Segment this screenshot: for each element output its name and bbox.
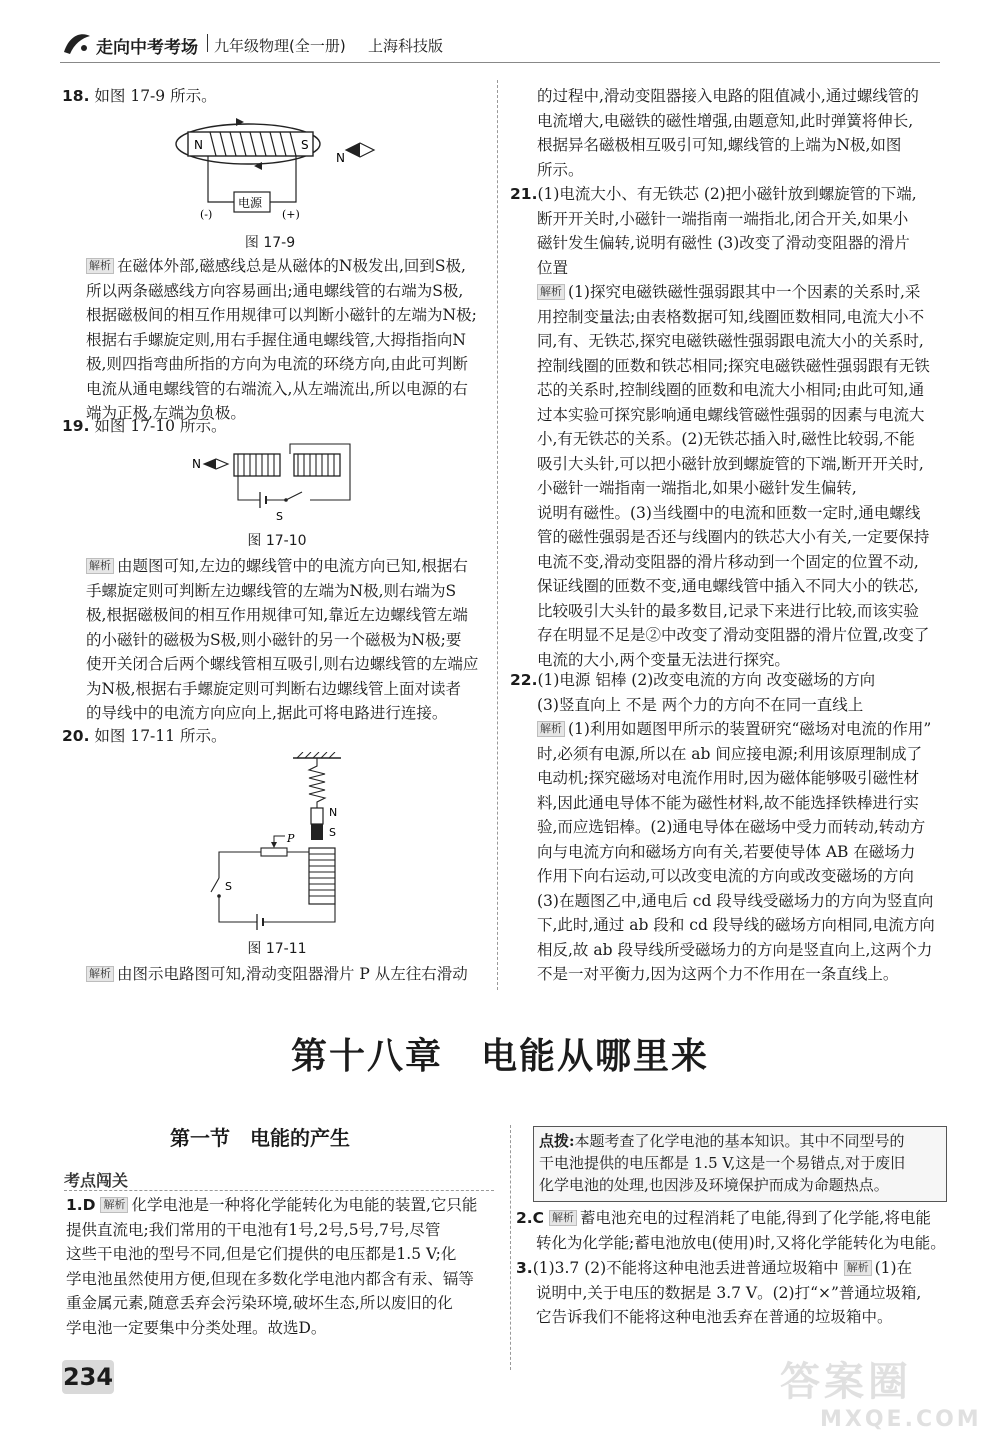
q21-line: 说明有磁性。(3)当线圈中的电流和匝数一定时,通电螺线 [537,503,921,522]
q22-line: 时,必须有电源,所以在 ab 间应接电源;利用该原理制成了 [537,744,923,763]
q1-line: 这些干电池的型号不同,但是它们提供的电压都是1.5 V;化 [66,1245,457,1263]
header-rule [60,62,940,63]
q18-line: 在磁体外部,磁感线总是从磁体的N极发出,回到S极, [117,257,466,275]
analysis-tag: 解析 [537,721,565,737]
q22-answer-line: (3)竖直向上 不是 两个力的方向不在同一直线上 [537,695,864,714]
q19-heading [62,414,226,439]
fig-17-11-caption: 图 17-11 [247,941,307,957]
q21-line: 小磁针一端指南一端指北,如果小磁针发生偏转, [537,479,857,497]
q21-line: 存在明显不足是②中改变了滑动变阻器的滑片位置,改变了 [537,626,930,644]
q21-answer-line: 位置 [537,258,569,277]
fig9-neg-label: (-) [200,208,213,221]
q1-line: 学电池虽然使用方便,但现在多数化学电池内都含有汞、镉等 [66,1269,474,1288]
q2-line: 蓄电池充电的过程消耗了电能,得到了化学能,将电能 [580,1209,931,1227]
q18-line: 根据磁极间的相互作用规律可以判断小磁针的左端为N极; [86,306,477,324]
q20-analysis-continued [537,84,937,182]
q19-line: 为N极,根据右手螺旋定则可判断右边螺线管上面对读者 [86,679,461,698]
tip-line: 本题考查了化学电池的基本知识。其中不同型号的 [574,1132,905,1150]
q1-number: 1.D [66,1196,96,1214]
q20-cont-line: 所示。 [537,160,584,179]
q22-line: (3)在题图乙中,通电后 cd 段导线受磁场力的方向为竖直向 [537,891,934,910]
q21-line: 保证线圈的匝数不变,通电螺线管中插入不同大小的铁芯, [537,577,919,595]
fig9-s-label: S [301,138,309,152]
q21-line: (1)探究电磁铁磁性强弱跟其中一个因素的关系时,采 [568,283,921,301]
fig9-source-label: 电源 [238,196,263,210]
fig11-switch-label: S [225,880,232,893]
q21-line: 控制线圈的匝数和铁芯相同;探究电磁铁磁性强弱跟有无铁 [537,356,930,375]
q22-line: 不是一对平衡力,因为这两个力不作用在一条直线上。 [537,965,899,983]
q19-line: 极,根据磁极间的相互作用规律可知,靠近左边螺线管左端 [86,606,468,624]
q19-analysis [86,554,486,726]
tip-line: 化学电池的处理,也因涉及环境保护而成为命题热点。 [539,1176,889,1194]
q22-analysis [537,717,940,987]
q21-line: 过本实验可探究影响通电螺线管磁性强弱的因素与电流大 [537,405,925,424]
q20-cont-line: 的过程中,滑动变阻器接入电路的阻值减小,通过螺线管的 [537,87,919,105]
q21-answer [510,182,940,280]
q18-analysis [86,254,486,426]
q19-line: 由题图可知,左边的螺线管中的电流方向已知,根据右 [117,557,468,575]
q2-number: 2.C [516,1209,545,1227]
q21-line: 吸引大头针,可以把小磁针放到螺旋管的下端,断开开关时, [537,454,924,473]
section-title: 第一节 电能的产生 [170,1126,350,1150]
tip-line: 干电池提供的电压都是 1.5 V,这是一个易错点,对于废旧 [539,1154,906,1172]
analysis-tag: 解析 [549,1210,577,1226]
q20-cont-line: 电流增大,电磁铁的磁性增强,由题意知,此时弹簧将伸长, [537,111,914,130]
header-separator [207,34,208,52]
q1-line: 重金属元素,随意丢弃会污染环境,破坏生态,所以废旧的化 [66,1294,453,1312]
q20-intro: 如图 17-11 所示。 [94,727,227,745]
q20-number: 20. [62,727,90,745]
q22-line: 料,因此通电导体不能为磁性材料,故不能选择铁棒进行实 [537,793,919,812]
analysis-tag: 解析 [537,284,565,300]
fig10-n-label: N [192,457,201,471]
q21-line: 小,有无铁芯的关系。(2)无铁芯插入时,磁性比较弱,不能 [537,430,915,448]
q19-intro: 如图 17-10 所示。 [94,417,227,435]
q3-block [516,1256,946,1330]
book-subtitle: 九年级物理(全一册) [214,37,346,55]
q22-number: 22. [510,671,538,689]
q21-line: 用控制变量法;由表格数据可知,线圈匝数相同,电流大小不 [537,307,925,326]
analysis-tag: 解析 [86,558,114,574]
chapter-title: 第十八章 电能从哪里来 [290,1036,709,1077]
fig-17-10-caption: 图 17-10 [247,533,307,549]
kaodian-rule [64,1190,494,1192]
q19-number: 19. [62,417,90,435]
q21-number: 21. [510,185,538,203]
q3-line: 说明中,关于电压的数据是 3.7 V。(2)打“×”普通垃圾箱, [536,1283,922,1302]
page-header [0,0,1000,70]
q18-line: 电流从通电螺线管的右端流入,从左端流出,所以电源的右 [86,379,468,398]
analysis-tag: 解析 [86,966,114,982]
q20-heading [62,724,226,749]
q22-line: 下,此时,通过 ab 段和 cd 段导线的磁场方向相同,电流方向 [537,916,935,934]
brand-logo-icon [60,30,92,58]
q22-answer [510,668,940,717]
page-number: 234 [62,1360,114,1394]
q21-analysis [537,280,940,672]
fig-17-9-caption: 图 17-9 [244,235,296,251]
q18-line: 端为正极,左端为负极。 [86,404,246,422]
column-divider-lower [510,1125,512,1370]
analysis-tag: 解析 [86,258,114,274]
analysis-tag: 解析 [844,1260,872,1276]
q22-line: 电动机;探究磁场对电流作用时,因为磁体能够吸引磁性材 [537,769,920,787]
figure-17-9 [170,112,380,224]
q18-line: 极,则四指弯曲所指的方向为电流的环绕方向,由此可判断 [86,355,468,373]
figure-17-11 [205,752,345,930]
fig11-n-label: N [329,806,338,819]
q18-number: 18. [62,87,90,105]
q1-line: 化学电池是一种将化学能转化为电能的装置,它只能 [131,1196,478,1214]
q22-line: (1)利用如题图甲所示的装置研究“磁场对电流的作用” [568,720,932,738]
q21-line: 芯的关系时,控制线圈的匝数和电流大小相同;由此可知,通 [537,381,925,399]
q18-line: 所以两条磁感线方向容易画出;通电螺线管的右端为S极, [86,281,464,300]
watermark-top: 答案圈 [780,1359,912,1405]
kaodian-heading: 考点闯关 [64,1171,129,1190]
brand-title: 走向中考考场 [96,38,198,58]
q19-line: 手螺旋定则可判断左边螺线管的左端为N极,则右端为S [86,581,457,600]
fig11-s-label: S [329,826,336,839]
q2-block [516,1206,946,1255]
q22-line: 向与电流方向和磁场方向有关,若要使导体 AB 在磁场力 [537,842,916,861]
q21-line: 比较吸引大头针的最多数目,记录下来进行比较,而该实验 [537,601,919,620]
q19-line: 使开关闭合后两个螺线管相互吸引,则右边螺线管的左端应 [86,655,479,673]
q21-line: 管的磁性强弱是否还与线圈内的铁芯大小有关,一定要保持 [537,528,930,546]
q21-line: 电流的大小,两个变量无法进行探究。 [537,650,790,669]
q2-line: 转化为化学能;蓄电池放电(使用)时,又将化学能转化为电能。 [536,1233,946,1252]
q3-line: 它告诉我们不能将这种电池丢弃在普通的垃圾箱中。 [536,1308,893,1326]
q18-line: 根据右手螺旋定则,用右手握住通电螺线管,大拇指指向N [86,330,466,349]
publisher: 上海科技版 [368,37,444,55]
q22-line: 验,而应选铝棒。(2)通电导体在磁场中受力而转动,转动方 [537,818,926,836]
fig9-pos-label: (+) [282,208,300,221]
q22-answer-line: (1)电源 铝棒 (2)改变电流的方向 改变磁场的方向 [537,671,876,689]
q19-line: 的小磁针的磁极为S极,则小磁针的另一个磁极为N极;要 [86,630,462,649]
analysis-tag: 解析 [100,1197,128,1213]
q3-tail: (1)在 [874,1259,913,1277]
fig10-switch-label: S [276,510,283,523]
q3-answer: (1)3.7 (2)不能将这种电池丢进普通垃圾箱中 [532,1259,839,1277]
q21-line: 同,有、无铁芯,探究电磁铁磁性强弱跟电流大小的关系时, [537,332,924,350]
fig9-n-label: N [194,138,203,152]
q21-answer-line: 磁针发生偏转,说明有磁性 (3)改变了滑动变阻器的滑片 [537,234,910,252]
q20-analysis [86,962,486,987]
watermark-logo [780,1350,990,1430]
tip-box [533,1126,947,1202]
q22-line: 作用下向右运动,可以改变电流的方向或改变磁场的方向 [537,867,914,885]
q20-line: 由图示电路图可知,滑动变阻器滑片 P 从左往右滑动 [117,965,468,983]
figure-17-10 [190,440,360,525]
column-divider [497,80,499,990]
q21-answer-line: (1)电流大小、有无铁芯 (2)把小磁针放到螺旋管的下端, [537,185,917,203]
tip-label: 点拨: [539,1132,575,1150]
fig11-p-label: P [287,832,295,845]
q18-heading [62,84,217,109]
q1-block [66,1193,496,1340]
q20-cont-line: 根据异名磁极相互吸引可知,螺线管的上端为N极,如图 [537,136,902,154]
fig9-needle-n: N [336,151,345,165]
q21-line: 电流不变,滑动变阻器的滑片移动到一个固定的位置不动, [537,552,919,571]
q18-intro: 如图 17-9 所示。 [94,87,217,105]
q1-line: 提供直流电;我们常用的干电池有1号,2号,5号,7号,尽管 [66,1220,441,1239]
q19-line: 的导线中的电流方向应向上,据此可将电路进行连接。 [86,704,448,722]
q22-line: 相反,故 ab 段导线所受磁场力的方向是竖直向上,这两个力 [537,940,933,959]
q21-answer-line: 断开开关时,小磁针一端指南一端指北,闭合开关,如果小 [537,209,909,228]
watermark-bottom: MXQE.COM [820,1407,982,1432]
q1-line: 学电池一定要集中分类处理。故选D。 [66,1318,327,1337]
q3-number: 3. [516,1259,533,1277]
